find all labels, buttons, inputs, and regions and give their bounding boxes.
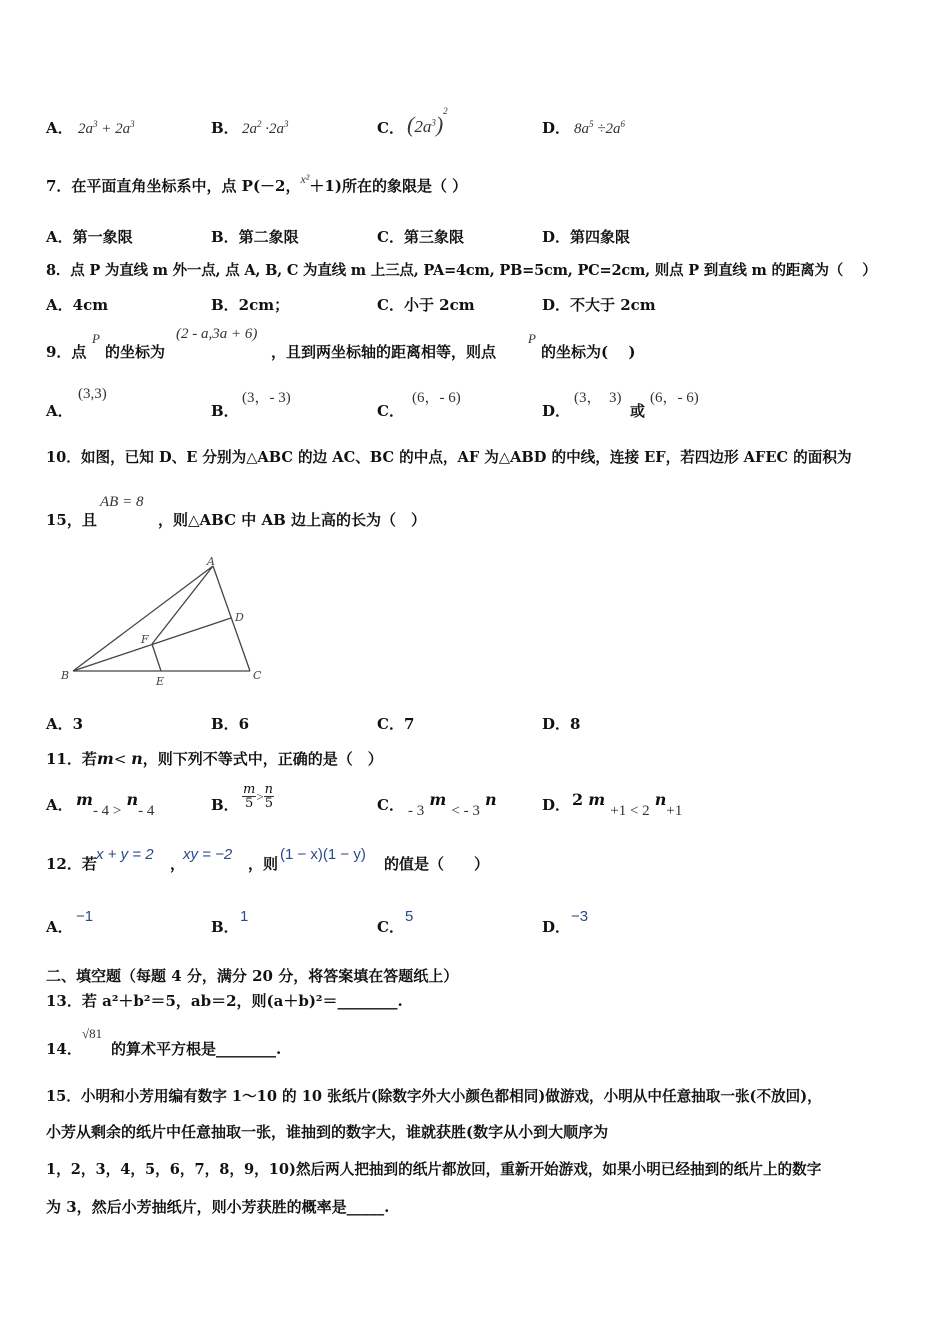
- q12-option-d-value: −3: [571, 908, 589, 925]
- q7-text-post: ＋1)所在的象限是（ ）: [309, 177, 468, 195]
- q11-option-b-expr: [242, 783, 274, 810]
- q9-option-b-math: (3，- 3): [242, 390, 291, 406]
- q7-option-a: A．第一象限: [46, 228, 133, 246]
- q6-option-c-math: $(2a^3)^2$: [407, 106, 448, 137]
- q12-option-b-label: B．: [211, 918, 239, 936]
- q10-option-c: C．7: [377, 715, 415, 733]
- q11-a-m: m: [76, 790, 93, 809]
- q12-option-c-value: 5: [405, 908, 414, 925]
- q6-option-d-label: D．: [542, 119, 571, 137]
- q11-option-b-label: B．: [211, 796, 239, 814]
- q12-option-a-value: −1: [76, 908, 94, 925]
- q11-c-pre: - 3: [408, 803, 425, 819]
- q15-line2: 小芳从剩余的纸片中任意抽取一张，谁抽到的数字大，谁就获胜(数字从小到大顺序为: [46, 1123, 609, 1141]
- q10-line2-post: ，则△ABC 中 AB 边上高的长为（ ）: [158, 511, 427, 529]
- q11-option-c-expr: [408, 790, 497, 819]
- q11-d-m: m: [588, 790, 606, 809]
- q6-option-b-label: B．: [211, 119, 239, 137]
- q10-line2-pre: 15，且: [46, 511, 97, 529]
- q12-t3: ，则: [248, 855, 279, 873]
- q15-line1: 15．小明和小芳用编有数字 1～10 的 10 张纸片(除数字外大小颜色都相同)做游戏，小明从中任意抽取一张(不放回)，: [46, 1088, 822, 1105]
- q7-stem: [46, 172, 468, 196]
- q11-option-a-label: A．: [46, 796, 73, 814]
- q12-option-a-label: A．: [46, 918, 73, 936]
- q9-p1: P: [92, 331, 100, 346]
- q11-b-den1: 5: [245, 796, 254, 811]
- q11-m: m: [96, 749, 114, 768]
- q12-option-b-value: 1: [240, 908, 249, 925]
- q11-option-c-label: C．: [377, 796, 404, 814]
- q11-b-num1: m: [243, 782, 256, 797]
- vertex-label-d: D: [235, 611, 244, 624]
- q11-stem: [46, 748, 383, 769]
- q12-option-d-label: D．: [542, 918, 571, 936]
- q11-b-gt: >: [256, 789, 264, 804]
- q11-c-n: n: [484, 790, 497, 809]
- q9-option-c-math: (6，- 6): [412, 390, 461, 406]
- q7-option-c: C．第三象限: [377, 228, 464, 246]
- q11-a-mid: - 4 >: [92, 803, 122, 819]
- section-heading-fill-in: 二、填空题（每题 4 分，满分 20 分，将答案填在答题纸上）: [46, 967, 459, 985]
- triangle-figure: [55, 555, 275, 695]
- q6-option-c-label: C．: [377, 119, 404, 137]
- q6-option-a-math: $2a^3 + 2a^3$: [78, 119, 135, 137]
- q6-option-b-math: $2a^2 \cdot 2a^3$: [242, 119, 289, 137]
- q10-line2-math: AB = 8: [100, 494, 144, 510]
- q11-c-m: m: [429, 790, 447, 809]
- q10-option-a: A．3: [46, 715, 84, 733]
- segment-ac: [213, 566, 250, 671]
- q11-option-a-expr: [76, 790, 155, 819]
- q7-math: x²: [300, 172, 310, 186]
- q14-math: √81: [82, 1026, 103, 1041]
- q9-t1: 9．点: [46, 343, 87, 361]
- q7-text-pre: 7．在平面直角坐标系中，点 P(－2，: [46, 177, 301, 195]
- q7-option-b: B．第二象限: [211, 228, 299, 246]
- q11-d-end: +1: [666, 803, 683, 819]
- q8-option-a: A．4cm: [46, 296, 109, 314]
- vertex-label-e: E: [156, 675, 165, 688]
- segment-fe: [152, 644, 161, 671]
- q13-stem: 13．若 a²＋b²＝5，ab＝2，则(a＋b)²＝________.: [46, 992, 403, 1010]
- q9-option-d-math2: (6，- 6): [650, 390, 699, 406]
- q11-d-n: n: [654, 790, 667, 809]
- vertex-label-f: F: [141, 633, 149, 646]
- q11-text-pre: 11．若: [46, 750, 97, 768]
- q9-option-b-label: B．: [211, 402, 239, 420]
- q15-line3: 1，2，3，4，5，6，7，8，9，10)然后两人把抽到的纸片都放回，重新开始游戏，如果小明已经抽到的纸片上的数字: [46, 1161, 822, 1178]
- q12-t4: 的值是（ ）: [384, 855, 490, 873]
- q12-m1: x + y = 2: [96, 846, 154, 863]
- q9-option-d-math1: (3， 3): [574, 390, 622, 406]
- q11-d-2: 2: [572, 790, 584, 809]
- q10-stem-line1: 10．如图，已知 D、E 分别为△ABC 的边 AC、BC 的中点，AF 为△ABD 的中线，连接 EF，若四边形 AFEC 的面积为: [46, 449, 852, 466]
- q9-option-c-label: C．: [377, 402, 404, 420]
- q9-option-d-label: D．: [542, 402, 571, 420]
- q12-t1: 12．若: [46, 855, 97, 873]
- q7-option-d: D．第四象限: [542, 228, 631, 246]
- q15-line4: 为 3，然后小芳抽纸片，则小芳获胜的概率是_____.: [46, 1198, 390, 1216]
- q9-t2: 的坐标为: [105, 343, 166, 361]
- vertex-label-c: C: [253, 669, 262, 682]
- q12-m2: xy = −2: [183, 846, 233, 863]
- q8-option-d: D．不大于 2cm: [542, 296, 656, 314]
- segment-ba: [73, 566, 213, 671]
- q12-option-c-label: C．: [377, 918, 404, 936]
- q14-label: 14．: [46, 1040, 82, 1058]
- q11-option-d-expr: [572, 790, 683, 819]
- q11-option-d-label: D．: [542, 796, 571, 814]
- q12-t2: ，: [170, 855, 186, 873]
- q10-option-b: B．6: [211, 715, 250, 733]
- q9-option-a-label: A．: [46, 402, 73, 420]
- q12-m3: (1 − x)(1 − y): [280, 846, 366, 863]
- q11-n: n: [131, 749, 143, 768]
- q11-lt: <: [113, 750, 132, 768]
- vertex-label-a: A: [207, 555, 215, 568]
- q8-option-b: B．2cm；: [211, 296, 290, 314]
- q11-b-num2: n: [264, 782, 274, 797]
- vertex-label-b: B: [61, 669, 70, 682]
- q11-d-mid: +1 < 2: [610, 803, 650, 819]
- q14-text: 的算术平方根是________.: [111, 1040, 282, 1058]
- q11-a-end: - 4: [138, 803, 155, 819]
- q9-t3: ，且到两坐标轴的距离相等，则点: [271, 343, 497, 361]
- q9-coord: (2 - a,3a + 6): [176, 326, 258, 342]
- q11-c-mid: < - 3: [451, 803, 480, 819]
- q11-b-den2: 5: [264, 796, 273, 811]
- q6-option-d-math: $8a^5 \div 2a^6$: [574, 119, 625, 137]
- q9-t4: 的坐标为( ): [541, 343, 636, 361]
- q9-option-a-math: (3,3): [78, 386, 107, 402]
- q11-a-n: n: [126, 790, 139, 809]
- q8-stem: 8．点 P 为直线 m 外一点, 点 A, B, C 为直线 m 上三点, PA=4cm, PB=5cm, PC=2cm, 则点 P 到直线 m 的距离为（ ）: [46, 262, 877, 279]
- q9-p2: P: [528, 331, 536, 346]
- q6-option-a-label: A．: [46, 119, 73, 137]
- q10-option-d: D．8: [542, 715, 581, 733]
- q8-option-c: C．小于 2cm: [377, 296, 475, 314]
- q11-text-post: ，则下列不等式中，正确的是（ ）: [142, 750, 383, 768]
- q9-option-d-or: 或: [630, 402, 646, 420]
